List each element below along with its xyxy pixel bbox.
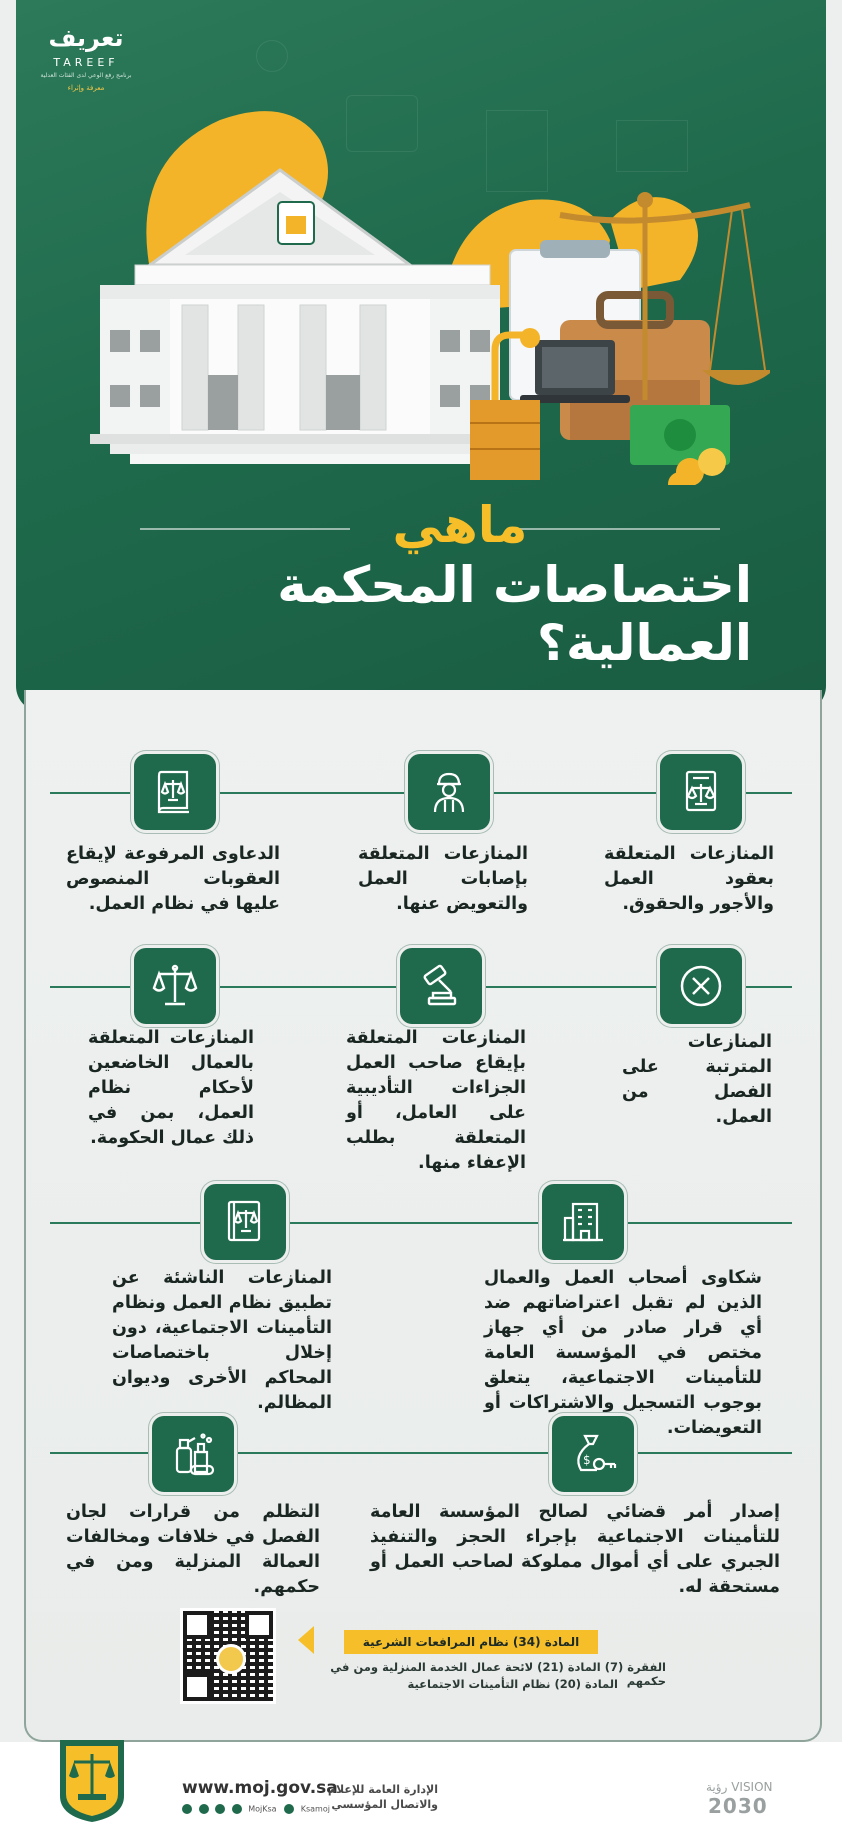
vision-label: رؤية VISION [706,1780,773,1794]
reference-line-3: المادة (20) نظام التأمينات الاجتماعية [407,1677,618,1691]
building-icon [559,1198,607,1246]
department-name: الإدارة العامة للإعلام والاتصال المؤسسي [328,1783,438,1811]
tareef-logo-arabic: تعريف [48,24,124,52]
vision-2030-logo: 2030 [708,1794,768,1818]
row-3-connector [50,1222,792,1224]
row-4-item-1-icon-box [552,1416,634,1492]
row-2-item-2-icon-box [400,948,482,1024]
gavel-icon [417,962,465,1010]
row-3-item-2-icon-box [204,1184,286,1260]
row-2-item-3-text: المنازعات المتعلقة بالعمال الخاضعين لأحكام نظام العمل، بمن في ذلك عمال الحكومة. [88,1028,254,1148]
contract-scales-icon [677,768,725,816]
row-1-item-1-text: المنازعات المتعلقة بعقود العمل والأجور والحقوق. [604,844,774,914]
row-3-item-1-text: شكاوى أصحاب العمل والعمال الذين لم تقبل اعتراضاتهم ضد أي قرار صادر من أي جهاز مختص في المؤسسة العامة للتأمينات الاجتماعية، يتعلق بوجوب التسجيل والاشتراكات أو التعويضات. [484,1268,762,1438]
tareef-logo-english: TAREEF [53,56,119,69]
title-divider-left [140,528,350,530]
court-illustration [90,100,770,485]
row-3-item-1-icon-box [542,1184,624,1260]
reference-primary: المادة (34) نظام المرافعات الشرعية [344,1630,598,1654]
row-1-item-2-text: المنازعات المتعلقة بإصابات العمل والتعويض عنها. [358,844,528,914]
ministry-of-justice-logo [52,1732,132,1824]
scales-book-icon [221,1198,269,1246]
linkedin-icon[interactable] [232,1804,242,1814]
row-1-item-1-icon-box [660,754,742,830]
instagram-icon[interactable] [199,1804,209,1814]
qr-code[interactable] [180,1608,276,1704]
worker-icon [425,768,473,816]
row-3-item-2-text: المنازعات الناشئة عن تطبيق نظام العمل ونظام التأمينات الاجتماعية، دون إخلال باختصاصات المحاكم الأخرى وديوان المظالم. [112,1268,332,1413]
social-handle-1: MojKsa [248,1804,277,1814]
row-2-item-2-text: المنازعات المتعلقة بإيقاع صاحب العمل الجزاءات التأديبية على العامل، أو المتعلقة بطلب الإعفاء منها. [346,1028,526,1173]
chevron-left-icon [298,1626,314,1654]
cleaning-supplies-icon [169,1430,217,1478]
close-circle-icon [677,962,725,1010]
page-title: اختصاصات المحكمة العمالية؟ [277,556,752,672]
title-question-word: ماهي [392,496,528,554]
social-links [182,1804,330,1814]
social-handle-2: Ksamoj [300,1804,330,1814]
snapchat-icon[interactable] [215,1804,225,1814]
money-bag-key-icon [569,1430,617,1478]
website-link[interactable]: www.moj.gov.sa [182,1778,338,1798]
row-4-item-2-text: التظلم من قرارات لجان الفصل في خلافات ومخالفات العمالة المنزلية ومن في حكمهم. [66,1502,320,1597]
row-4-item-1-text: إصدار أمر قضائي لصالح المؤسسة العامة للتأمينات الاجتماعية بإجراء الحجز والتنفيذ الجبري على أي أموال مملوكة لصاحب العمل أو مستحقة له. [370,1502,780,1597]
row-1-item-3-text: الدعاوى المرفوعة لإيقاع العقوبات المنصوص عليها في نظام العمل. [66,844,280,914]
reference-line-2: الفقرة (7) المادة (21) لائحة عمال الخدمة المنزلية ومن في حكمهم [330,1660,666,1688]
tareef-tagline: برنامج رفع الوعي لدى الفئات العدلية [40,72,132,79]
tareef-subtitle: معرفة وإثراء [67,84,105,92]
row-4-item-2-icon-box [152,1416,234,1492]
youtube-icon[interactable] [284,1804,294,1814]
law-book-icon [151,768,199,816]
row-1-item-2-icon-box [408,754,490,830]
row-2-item-1-icon-box [660,948,742,1024]
row-1-item-3-icon-box [134,754,216,830]
row-2-item-1-text: المنازعات المترتبة على الفصل من العمل. [622,1032,772,1127]
row-2-item-3-icon-box [134,948,216,1024]
scales-icon [151,962,199,1010]
twitter-icon[interactable] [182,1804,192,1814]
svg-text:$: $ [583,1453,591,1467]
